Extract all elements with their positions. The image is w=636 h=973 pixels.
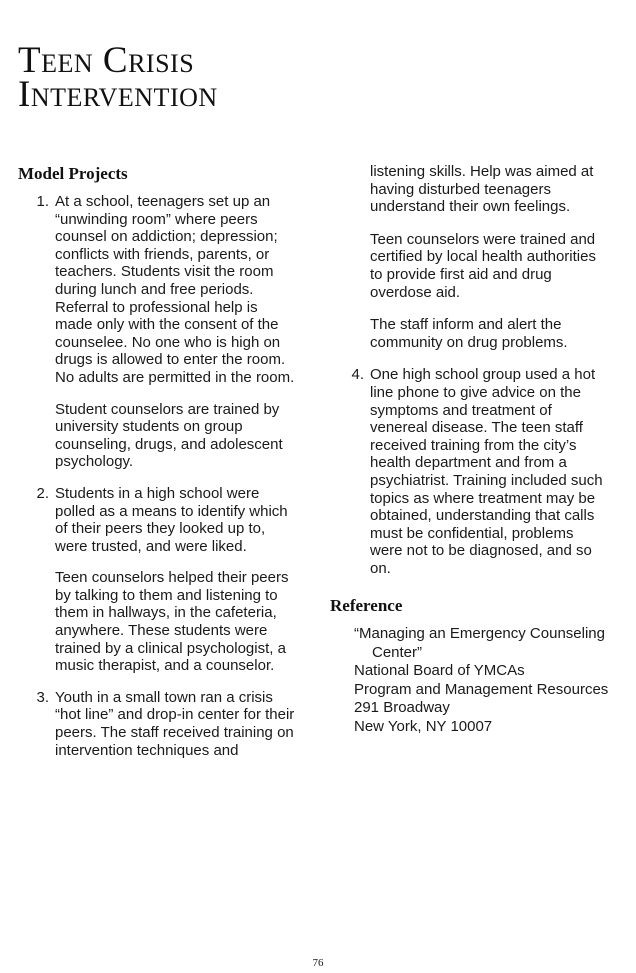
item-paragraph: The staff inform and alert the community on drug problems. <box>370 316 568 351</box>
item-paragraph: Student counselors are trained by university students on group counseling, drugs, and adolescent psychology. <box>55 400 283 471</box>
item-paragraph: Students in a high school were polled as a means to identify which of their peers they looked up to, were trusted, and were liked. <box>55 484 288 555</box>
model-projects-list-continued <box>333 366 620 591</box>
list-item <box>18 485 318 689</box>
item-paragraph: listening skills. Help was aimed at having disturbed teenagers understand their own feelings. <box>370 163 594 216</box>
left-column <box>18 163 318 773</box>
item-paragraph: At a school, teenagers set up an “unwinding room” where peers counsel on addiction; depression; conflicts with friends, parents, or teachers. Students visit the room during lunch and free periods. Referral to professional help is made only with the consent of the counselee. No one who is high on drugs is allowed to enter the room. No adults are permitted in the room. <box>55 193 295 386</box>
list-item <box>333 366 620 591</box>
item-paragraph: Teen counselors helped their peers by talking to them and listening to them in hallways, in the cafeteria, anywhere. These students were trained by a clinical psychologist, a music therapist, and a counselor. <box>55 569 289 675</box>
item-number: 4. <box>351 366 364 384</box>
page-title <box>18 40 218 115</box>
reference-title-cont: Center” <box>372 643 423 661</box>
right-column <box>330 163 620 736</box>
item-body <box>55 689 295 773</box>
reference-org: National Board of YMCAs <box>354 662 525 680</box>
reference-street: 291 Broadway <box>354 699 450 717</box>
reference-block <box>354 625 624 736</box>
item-paragraph: One high school group used a hot line phone to give advice on the symptoms and treatment of venereal disease. The teen staff received training from the city’s health department and from a psychiatrist. Training included such topics as where treatment may be obtained, understanding that calls must be confidential, problems were not to be diagnosed, and so on. <box>370 366 603 577</box>
reference-heading: Reference <box>330 596 403 616</box>
item-number: 2. <box>36 484 49 502</box>
reference-dept: Program and Management Resources <box>354 680 609 698</box>
item-number: 1. <box>36 193 49 210</box>
model-projects-heading: Model Projects <box>18 164 128 183</box>
item-3-continuation <box>370 163 610 351</box>
page-number: 76 <box>312 957 324 969</box>
item-number: 3. <box>36 688 49 706</box>
list-item <box>18 193 318 485</box>
item-paragraph: Youth in a small town ran a crisis “hot line” and drop-in center for their peers. The staff received training on intervention techniques and <box>55 688 295 759</box>
model-projects-list <box>18 193 318 773</box>
item-body <box>55 193 295 485</box>
item-body <box>370 366 610 591</box>
title-line-1: Teen Crisis <box>18 40 195 81</box>
list-item <box>18 689 318 773</box>
item-body <box>55 485 295 689</box>
reference-city: New York, NY 10007 <box>354 717 493 735</box>
reference-title: “Managing an Emergency Counseling <box>354 625 605 643</box>
title-line-2: Intervention <box>18 74 218 115</box>
item-paragraph: Teen counselors were trained and certified by local health authorities to provide first aid and drug overdose aid. <box>370 230 596 301</box>
